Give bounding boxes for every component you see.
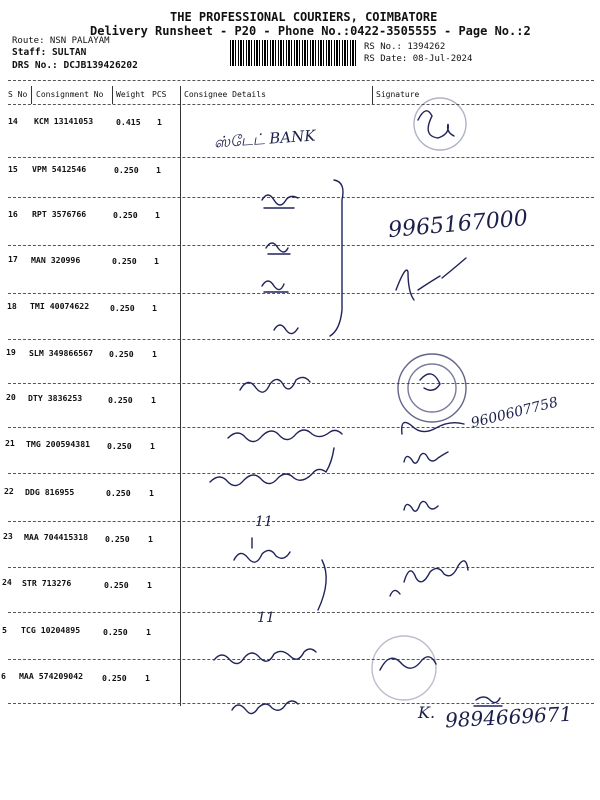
row-consignment: MAA 704415318 [24, 532, 89, 542]
signature-14 [418, 111, 454, 138]
tamil-scribble-27 [232, 701, 298, 714]
row-pcs: 1 [146, 627, 151, 637]
handwritten-phone-2: 9600607758 [469, 394, 560, 432]
tamil-scribble-19 [274, 325, 298, 334]
row-consignment: TMG 200594381 [26, 439, 91, 449]
bracket-mark [330, 180, 343, 336]
handwritten-phone-3: 9894669671 [444, 701, 573, 733]
row-pcs: 1 [145, 673, 150, 683]
row-pcs: 1 [152, 349, 157, 359]
rs-date: RS Date: 08-Jul-2024 [364, 54, 473, 64]
row-weight: 0.250 [112, 256, 137, 266]
stamp-20-inner [408, 364, 456, 412]
signature-22 [404, 452, 448, 463]
tamil-scribble-24 [234, 538, 290, 562]
row-weight: 0.415 [116, 117, 141, 127]
row-consignment: TMI 40074622 [30, 301, 90, 311]
row-pcs: 1 [148, 534, 153, 544]
row-weight: 0.250 [113, 210, 138, 220]
signature-26 [380, 657, 436, 670]
row-consignment: RPT 3576766 [32, 209, 87, 219]
row-pcs: 1 [149, 488, 154, 498]
row-weight: 0.250 [103, 627, 128, 637]
row-weight: 0.250 [108, 395, 133, 405]
signature-17 [396, 258, 466, 300]
row-weight: 0.250 [106, 488, 131, 498]
row-consignment: SLM 349866567 [29, 348, 94, 358]
row-sno: 14 [8, 116, 18, 126]
row-pcs: 1 [155, 210, 160, 220]
stamp-14-circle [414, 98, 466, 150]
signature-23 [404, 501, 438, 511]
row-weight: 0.250 [114, 165, 139, 175]
brace-mark-24 [318, 560, 326, 610]
row-consignment: VPM 5412546 [32, 164, 87, 174]
row-weight: 0.250 [104, 580, 129, 590]
signature-21 [402, 422, 464, 434]
tamil-scribble-16 [262, 195, 298, 208]
row-consignment: MAN 320996 [31, 255, 81, 265]
row-sno: 24 [2, 577, 12, 587]
handwritten-ditto-1: 11 [255, 514, 273, 530]
row-weight: 0.250 [105, 534, 130, 544]
row-pcs: 1 [156, 165, 161, 175]
row-sno: 6 [1, 671, 6, 681]
handwritten-phone-1: 9965167000 [387, 205, 529, 244]
row-sno: 22 [4, 486, 14, 496]
tamil-scribble-22 [210, 448, 334, 486]
row-sno: 21 [5, 438, 15, 448]
row-sno: 23 [3, 531, 13, 541]
row-sno: 17 [8, 254, 18, 264]
row-consignment: KCM 13141053 [34, 116, 94, 126]
row-pcs: 1 [157, 117, 162, 127]
tamil-scribble-17 [266, 243, 290, 254]
row-consignment: DDG 816955 [25, 487, 75, 497]
row-pcs: 1 [152, 303, 157, 313]
staff-label: Staff: SULTAN [12, 47, 87, 58]
tamil-scribble-20 [240, 377, 310, 392]
route-label: Route: NSN PALAYAM [12, 36, 110, 46]
row-weight: 0.250 [102, 673, 127, 683]
col-pcs: PCS [152, 90, 167, 99]
row-consignment: MAA 574209042 [19, 671, 84, 681]
row-sno: 15 [8, 164, 18, 174]
row-consignment: STR 713276 [22, 578, 72, 588]
row-sno: 19 [6, 347, 16, 357]
col-consignee: Consignee Details [184, 90, 266, 99]
row-consignment: TCG 10204895 [21, 625, 81, 635]
col-signature: Signature [376, 90, 420, 99]
row-pcs: 1 [147, 580, 152, 590]
col-weight: Weight [116, 90, 145, 99]
row-sno: 18 [7, 301, 17, 311]
row-consignment: DTY 3836253 [28, 393, 83, 403]
rs-number: RS No.: 1394262 [364, 42, 446, 52]
row-weight: 0.250 [110, 303, 135, 313]
col-sno: S No [8, 90, 28, 99]
stamp-20-mark [420, 374, 440, 390]
company-title: THE PROFESSIONAL COURIERS, COIMBATORE [170, 10, 438, 24]
row-pcs: 1 [154, 256, 159, 266]
tamil-scribble-sign [474, 697, 502, 706]
col-consignment: Consignment No [36, 90, 104, 99]
row-pcs: 1 [150, 441, 155, 451]
tamil-scribble-21 [228, 430, 342, 442]
row-sno: 5 [2, 625, 7, 635]
signature-24 [390, 561, 468, 596]
row-weight: 0.250 [109, 349, 134, 359]
handwritten-k: K. [418, 703, 436, 722]
tamil-scribble-26 [214, 649, 316, 664]
row-sno: 16 [8, 209, 18, 219]
row-weight: 0.250 [107, 441, 132, 451]
drs-number: DRS No.: DCJB139426202 [12, 60, 138, 71]
handwritten-ditto-2: 11 [257, 610, 275, 626]
row-sno: 20 [6, 392, 16, 402]
handwritten-bank-name: ஸ்டேட் BANK [213, 126, 317, 152]
tamil-scribble-18 [262, 281, 288, 292]
runsheet-subtitle: Delivery Runsheet - P20 - Phone No.:0422-3505555 - Page No.:2 [90, 24, 531, 38]
row-pcs: 1 [151, 395, 156, 405]
